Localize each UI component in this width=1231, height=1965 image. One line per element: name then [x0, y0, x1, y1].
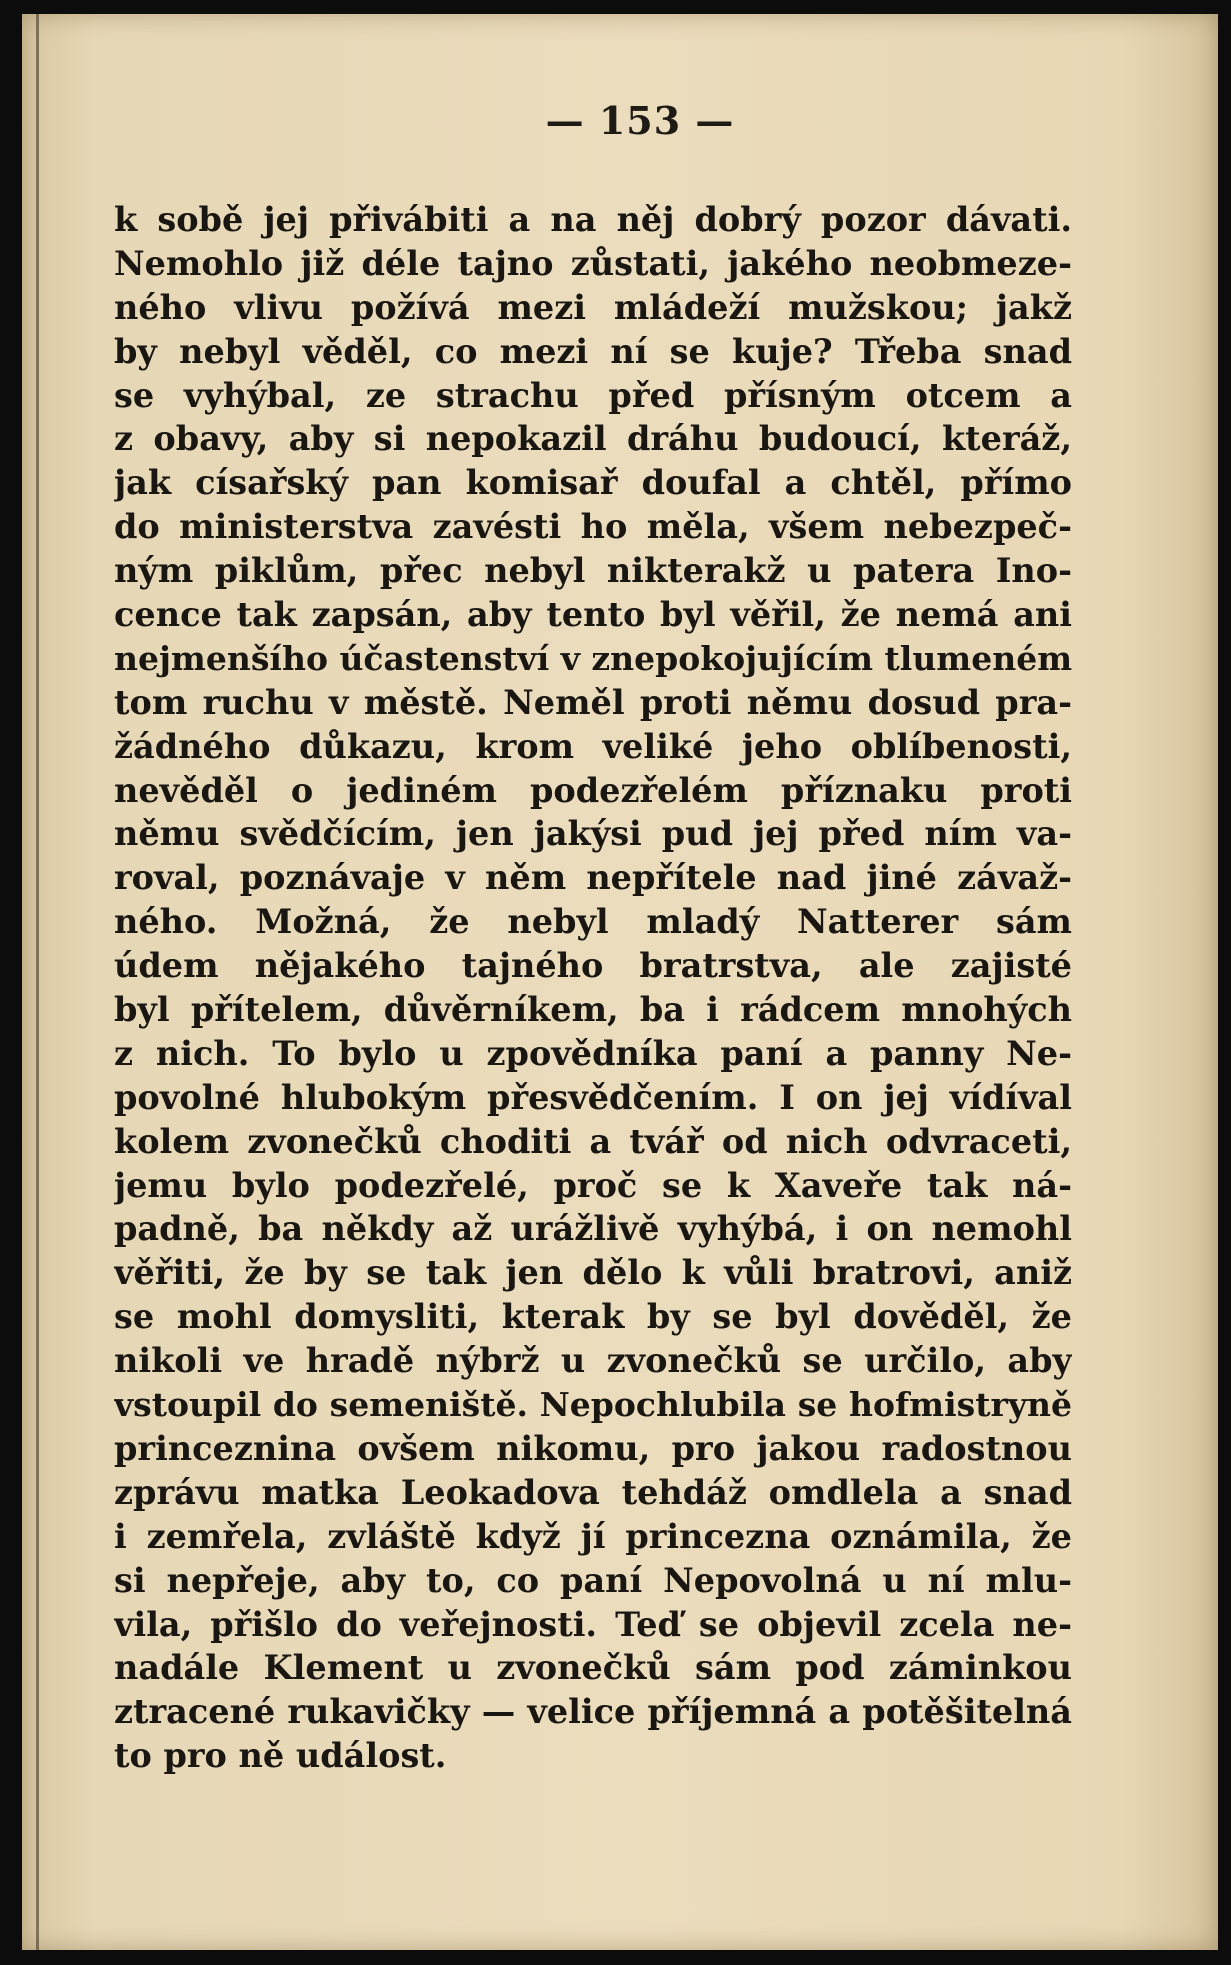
text-line: tom ruchu v městě. Neměl proti němu dosud pra-	[114, 682, 1072, 722]
text-line: nikoli ve hradě nýbrž u zvonečků se určilo, aby	[114, 1341, 1072, 1381]
text-line: z nich. To bylo u zpovědníka paní a panny Ne-	[114, 1033, 1072, 1073]
text-line: vstoupil do semeniště. Nepochlubila se hofmistryně	[114, 1385, 1072, 1425]
text-line: kolem zvonečků choditi a tvář od nich odvraceti,	[114, 1121, 1072, 1161]
text-line: němu svědčícím, jen jakýsi pud jej před ním va-	[114, 814, 1072, 854]
text-line: i zemřela, zvláště když jí princezna oznámila, že	[114, 1516, 1072, 1556]
text-line: si nepřeje, aby to, co paní Nepovolná u ní mlu-	[114, 1560, 1072, 1600]
text-line: k sobě jej přivábiti a na něj dobrý pozor dávati.	[114, 200, 1072, 239]
book-page	[22, 14, 1218, 1950]
text-line: ného vlivu požívá mezi mládeží mužskou; jakž	[114, 287, 1072, 327]
text-line: ztracené rukavičky — velice příjemná a potěšitelná	[114, 1692, 1072, 1732]
text-line: cence tak zapsán, aby tento byl věřil, že nemá ani	[114, 595, 1072, 635]
text-line: jemu bylo podezřelé, proč se k Xaveře tak ná-	[114, 1165, 1072, 1205]
text-line: princeznina ovšem nikomu, pro jakou radostnou	[114, 1428, 1072, 1468]
text-line: nevěděl o jediném podezřelém příznaku proti	[114, 770, 1072, 810]
text-line-last: to pro ně událost.	[114, 1736, 447, 1776]
text-line: údem nějakého tajného bratrstva, ale zajisté	[114, 946, 1072, 986]
text-line: žádného důkazu, krom veliké jeho oblíbenosti,	[114, 726, 1072, 766]
text-line: zprávu matka Leokadova tehdáž omdlela a snad	[114, 1472, 1072, 1512]
text-line: Nemohlo již déle tajno zůstati, jakého neobmeze-	[114, 243, 1072, 283]
text-line: roval, poznávaje v něm nepřítele nad jiné závaž-	[114, 858, 1072, 898]
text-line: padně, ba někdy až urážlivě vyhýbá, i on nemohl	[114, 1209, 1072, 1249]
text-line: povolné hlubokým přesvědčením. I on jej vídíval	[114, 1077, 1072, 1117]
text-line: by nebyl věděl, co mezi ní se kuje? Třeba snad	[114, 331, 1072, 371]
binding-gutter	[36, 14, 39, 1950]
text-line: jak císařský pan komisař doufal a chtěl, přímo	[114, 463, 1072, 503]
text-line: ným piklům, přec nebyl nikterakž u patera Ino-	[114, 551, 1072, 591]
text-line: nadále Klement u zvonečků sám pod záminkou	[114, 1648, 1072, 1688]
text-line: se vyhýbal, ze strachu před přísným otcem a	[114, 375, 1072, 415]
text-line: ného. Možná, že nebyl mladý Natterer sám	[114, 902, 1072, 942]
text-line: se mohl domysliti, kterak by se byl dověděl, že	[114, 1297, 1072, 1337]
text-line: věřiti, že by se tak jen dělo k vůli bratrovi, aniž	[114, 1253, 1072, 1293]
page-number: — 153 —	[545, 98, 735, 143]
text-line: vila, přišlo do veřejnosti. Teď se objevil zcela ne-	[114, 1604, 1072, 1644]
text-line: nejmenšího účastenství v znepokojujícím tlumeném	[114, 638, 1072, 678]
body-text	[114, 198, 1072, 1778]
text-line: byl přítelem, důvěrníkem, ba i rádcem mnohých	[114, 990, 1072, 1030]
text-line: do ministerstva zavésti ho měla, všem nebezpeč-	[114, 507, 1072, 547]
text-line: z obavy, aby si nepokazil dráhu budoucí, kteráž,	[114, 419, 1072, 459]
